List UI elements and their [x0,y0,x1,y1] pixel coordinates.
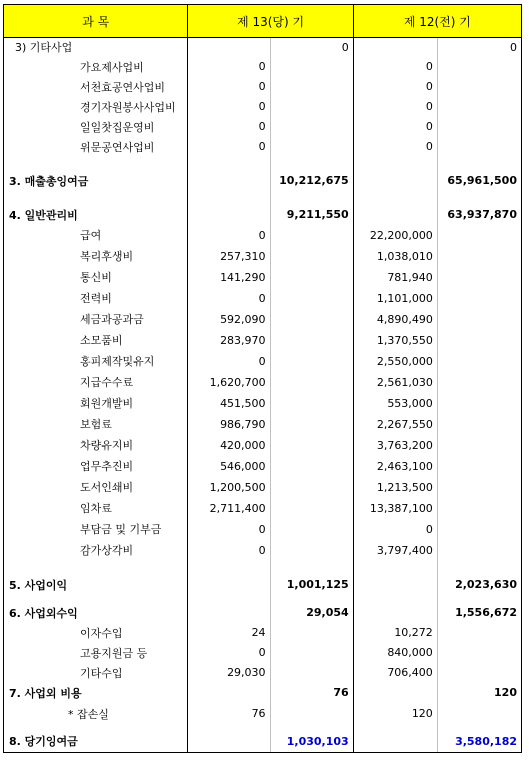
current-detail-amount: 29,030 [227,666,266,679]
table-row [4,623,522,643]
table-row [4,683,522,703]
header-current-period: 제 13(당) 기 [188,5,353,38]
prior-total-amount [437,643,521,663]
prior-detail-amount [353,595,437,603]
row-label: 지급수수료 [4,372,188,393]
current-total-amount [270,157,353,171]
prior-total-amount [437,663,521,683]
current-total-amount [270,77,353,97]
table-row [4,477,522,498]
row-label: 업무추진비 [4,456,188,477]
prior-detail-amount: 120 [411,707,433,720]
prior-detail-amount: 2,463,100 [376,459,433,473]
current-total-amount [270,393,353,414]
prior-detail-amount: 0 [425,522,433,536]
prior-total-amount [437,246,521,267]
row-label: 3. 매출총잉여금 [4,171,188,191]
table-row [4,267,522,288]
table-row [4,540,522,561]
prior-total-amount: 2,023,630 [437,575,521,595]
prior-detail-amount: 2,561,030 [376,375,433,389]
prior-detail-amount [353,205,437,225]
row-label: 통신비 [4,267,188,288]
current-total-amount: 0 [270,38,353,57]
current-detail-amount: 1,200,500 [209,480,266,494]
row-label: 8. 당기잉여금 [4,731,188,753]
prior-detail-amount: 553,000 [387,396,433,410]
prior-detail-amount: 781,940 [387,270,433,284]
prior-detail-amount: 706,400 [387,666,433,679]
row-label: 부담금 및 기부금 [4,519,188,540]
current-total-amount [270,435,353,456]
current-total-amount [270,561,353,575]
prior-total-amount [437,519,521,540]
prior-total-amount [437,595,521,603]
current-detail-amount: 546,000 [220,459,266,473]
current-detail-amount [188,575,270,595]
current-detail-amount [188,38,270,57]
current-detail-amount [188,205,270,225]
prior-detail-amount: 13,387,100 [369,501,433,515]
current-detail-amount: 451,500 [220,396,266,410]
row-label: 소모품비 [4,330,188,351]
row-label: 고용지원금 등 [4,643,188,663]
table-row [4,393,522,414]
prior-detail-amount: 840,000 [387,646,433,659]
current-detail-amount: 0 [258,291,266,305]
current-total-amount [270,137,353,157]
current-total-amount [270,414,353,435]
prior-total-amount [437,393,521,414]
prior-detail-amount [353,171,437,191]
prior-detail-amount: 0 [425,120,433,133]
current-total-amount [270,623,353,643]
prior-total-amount: 63,937,870 [437,205,521,225]
prior-detail-amount: 22,200,000 [369,228,433,242]
table-row [4,603,522,623]
current-detail-amount: 0 [258,543,266,557]
prior-total-amount [437,540,521,561]
current-total-amount: 76 [270,683,353,703]
row-label: 세금과공과금 [4,309,188,330]
table-row [4,246,522,267]
prior-detail-amount: 0 [425,80,433,93]
current-total-amount [270,97,353,117]
prior-detail-amount [353,575,437,595]
prior-total-amount [437,351,521,372]
row-label: * 잡손실 [4,703,188,725]
current-total-amount [270,267,353,288]
table-row [4,288,522,309]
current-detail-amount: 0 [258,522,266,536]
prior-total-amount: 1,556,672 [437,603,521,623]
prior-total-amount [437,456,521,477]
prior-detail-amount: 1,101,000 [376,291,433,305]
current-detail-amount: 76 [251,707,266,720]
current-total-amount [270,309,353,330]
current-total-amount [270,456,353,477]
current-total-amount: 10,212,675 [270,171,353,191]
row-label: 7. 사업외 비용 [4,683,188,703]
current-detail-amount [188,603,270,623]
income-statement-table [3,4,522,753]
row-label [4,595,188,603]
header-item: 과 목 [4,5,188,38]
table-row [4,205,522,225]
current-total-amount [270,225,353,246]
current-detail-amount [188,191,270,205]
current-total-amount: 1,001,125 [270,575,353,595]
spacer-row [4,191,522,205]
table-row [4,309,522,330]
row-label [4,561,188,575]
current-total-amount [270,703,353,725]
current-total-amount [270,288,353,309]
prior-total-amount [437,157,521,171]
prior-total-amount [437,309,521,330]
prior-total-amount [437,137,521,157]
table-row [4,519,522,540]
prior-total-amount [437,97,521,117]
table-row [4,575,522,595]
current-detail-amount [188,171,270,191]
prior-total-amount [437,414,521,435]
row-label: 일일찻집운영비 [4,117,188,137]
row-label [4,191,188,205]
current-detail-amount [188,731,270,753]
current-total-amount [270,246,353,267]
current-detail-amount: 0 [258,228,266,242]
table-row [4,731,522,753]
prior-total-amount: 0 [437,38,521,57]
row-label: 기타수입 [4,663,188,683]
prior-detail-amount: 0 [425,140,433,153]
current-total-amount: 1,030,103 [270,731,353,753]
current-detail-amount: 283,970 [220,333,266,347]
prior-total-amount [437,225,521,246]
table-row [4,38,522,57]
table-row [4,171,522,191]
current-detail-amount [188,561,270,575]
prior-detail-amount: 1,038,010 [376,249,433,263]
prior-total-amount [437,477,521,498]
row-label: 전력비 [4,288,188,309]
current-total-amount [270,663,353,683]
row-label: 4. 일반관리비 [4,205,188,225]
row-label: 급여 [4,225,188,246]
table-row [4,414,522,435]
row-label: 3) 기타사업 [4,38,188,57]
current-detail-amount: 141,290 [220,270,266,284]
prior-detail-amount [353,38,437,57]
table-row [4,498,522,519]
current-detail-amount: 0 [258,80,266,93]
prior-total-amount [437,372,521,393]
current-total-amount [270,351,353,372]
prior-total-amount: 3,580,182 [437,731,521,753]
prior-total-amount: 65,961,500 [437,171,521,191]
prior-total-amount [437,77,521,97]
prior-total-amount [437,498,521,519]
current-total-amount [270,330,353,351]
current-detail-amount: 0 [258,646,266,659]
prior-detail-amount [353,683,437,703]
current-total-amount [270,540,353,561]
table-row [4,97,522,117]
current-detail-amount [188,683,270,703]
table-row [4,663,522,683]
current-total-amount [270,191,353,205]
table-row [4,137,522,157]
current-detail-amount: 592,090 [220,312,266,326]
spacer-row [4,157,522,171]
table-row [4,330,522,351]
table-row [4,456,522,477]
current-total-amount: 9,211,550 [270,205,353,225]
current-total-amount [270,595,353,603]
prior-total-amount [437,435,521,456]
table-row [4,57,522,77]
row-label: 6. 사업외수익 [4,603,188,623]
prior-total-amount [437,703,521,725]
row-label: 가요제사업비 [4,57,188,77]
row-label: 위문공연사업비 [4,137,188,157]
row-label: 서천효공연사업비 [4,77,188,97]
current-total-amount: 29,054 [270,603,353,623]
table-row [4,643,522,663]
row-label: 도서인쇄비 [4,477,188,498]
row-label: 이자수입 [4,623,188,643]
prior-detail-amount [353,603,437,623]
row-label: 임차료 [4,498,188,519]
prior-detail-amount: 0 [425,100,433,113]
table-row [4,117,522,137]
current-total-amount [270,498,353,519]
prior-detail-amount [353,561,437,575]
current-detail-amount: 0 [258,140,266,153]
prior-detail-amount: 2,267,550 [376,417,433,431]
prior-total-amount [437,288,521,309]
row-label [4,157,188,171]
prior-detail-amount [353,157,437,171]
table-row [4,703,522,725]
row-label: 차량유지비 [4,435,188,456]
current-detail-amount: 257,310 [220,249,266,263]
row-label: 5. 사업이익 [4,575,188,595]
current-total-amount [270,643,353,663]
prior-total-amount [437,623,521,643]
header-prior-period: 제 12(전) 기 [353,5,521,38]
table-row [4,77,522,97]
prior-total-amount [437,117,521,137]
row-label: 경기자원봉사사업비 [4,97,188,117]
row-label: 복리후생비 [4,246,188,267]
prior-detail-amount [353,191,437,205]
row-label: 회원개발비 [4,393,188,414]
current-detail-amount: 0 [258,120,266,133]
prior-detail-amount: 3,763,200 [376,438,433,452]
row-label: 보험료 [4,414,188,435]
prior-total-amount [437,561,521,575]
prior-detail-amount: 0 [425,60,433,73]
current-detail-amount: 2,711,400 [209,501,266,515]
prior-detail-amount: 3,797,400 [376,543,433,557]
current-detail-amount [188,157,270,171]
current-detail-amount: 0 [258,354,266,368]
current-detail-amount: 0 [258,100,266,113]
prior-total-amount [437,330,521,351]
current-detail-amount: 420,000 [220,438,266,452]
spacer-row [4,561,522,575]
prior-total-amount [437,57,521,77]
prior-detail-amount: 1,370,550 [376,333,433,347]
spacer-row [4,595,522,603]
table-row [4,435,522,456]
current-total-amount [270,519,353,540]
prior-detail-amount: 4,890,490 [376,312,433,326]
prior-detail-amount [353,731,437,753]
row-label: 홍피제작및유지 [4,351,188,372]
header-row [4,5,522,38]
current-total-amount [270,57,353,77]
current-detail-amount: 24 [251,626,266,639]
table-row [4,225,522,246]
prior-total-amount [437,267,521,288]
current-detail-amount [188,595,270,603]
current-total-amount [270,117,353,137]
prior-total-amount [437,191,521,205]
current-detail-amount: 986,790 [220,417,266,431]
prior-total-amount: 120 [437,683,521,703]
row-label: 감가상각비 [4,540,188,561]
current-detail-amount: 1,620,700 [209,375,266,389]
table-row [4,372,522,393]
prior-detail-amount: 10,272 [394,626,433,639]
current-total-amount [270,372,353,393]
current-detail-amount: 0 [258,60,266,73]
table-row [4,351,522,372]
current-total-amount [270,477,353,498]
prior-detail-amount: 2,550,000 [376,354,433,368]
prior-detail-amount: 1,213,500 [376,480,433,494]
